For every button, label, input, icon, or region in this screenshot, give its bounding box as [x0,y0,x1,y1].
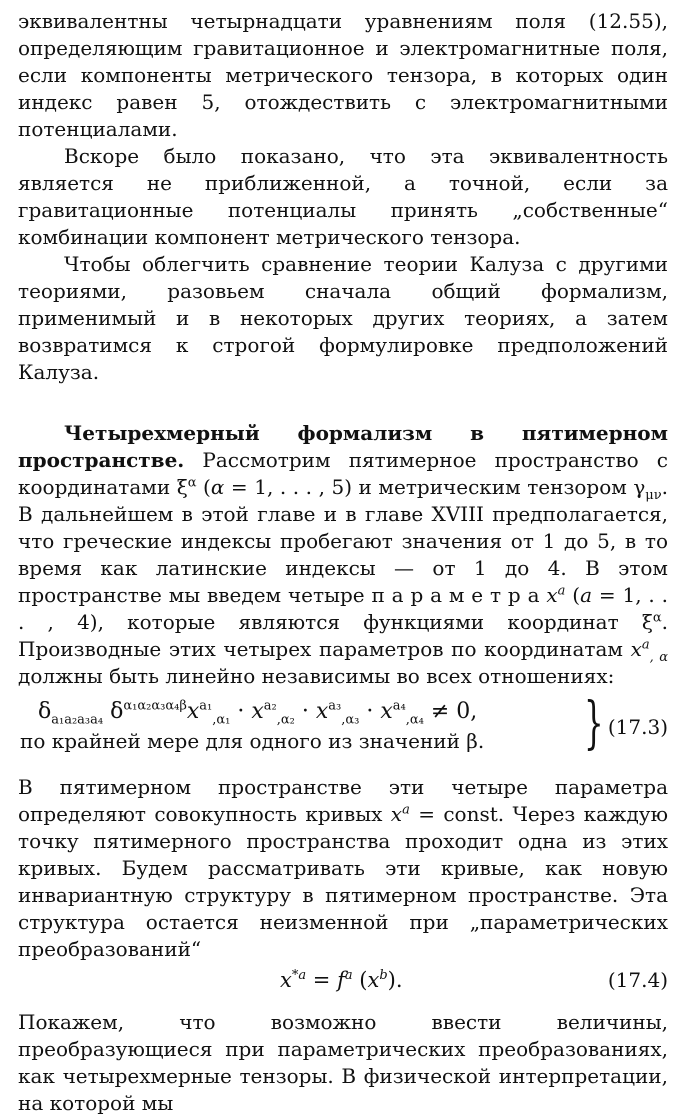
paragraph-4 [18,420,668,690]
section-gap [18,386,668,420]
math-x-a-alpha: $x^a_{, \alpha}$ [630,637,668,665]
p4-spaced-word: п а р а м е т р а [371,583,540,607]
math-gamma-munu: $\gamma_{\mu\nu}$ [633,475,662,503]
equation-17-3-number: (17.3) [607,715,668,739]
math-x-a-2: $x^a$ [390,802,410,826]
math-xi-alpha: $\xi^\alpha$ [176,475,197,499]
paragraph-1: эквивалентны четырнадцати уравнениям поля (12.55), определяющим гравитационное и электромагнитные поля, если компоненты метрического тензора, в которых один индекс равен 5, отождествить с электромагнитными потенциалами. [18,9,668,141]
equation-17-3-expression: $\delta_{a_1a_2a_3a_4}$ $\delta^{\alpha_1\alpha_2\alpha_3\alpha_4\beta}x^{a_1}_{,\alpha_1} \cdot x^{a_2}_{,\alpha_2} \cdot x^{a_3}_{,\alpha_3} \cdot x^{a_4}_{,\alpha_4} \ne 0$, [38,698,478,728]
p4-part-c: = 1, . . . , 5) и метрическим тензором [224,475,634,499]
paragraph-6: Покажем, что возможно ввести величины, преобразующиеся при параметрических преобразованиях, как четырехмерные тензоры. В физической интерпретации, на которой мы [18,1010,668,1115]
p4-part-g: . Производные этих четырех параметров по координатам [18,610,668,661]
p5-part-b: = const. Через каждую точку пятимерного пространства проходит одна из этих кривых. Будем рассматривать эти кривые, как новую инвариантную структуру в пятимерном пространстве. Эта структура остается неизменной при „параметрических преобразований“ [18,802,668,961]
p4-part-f: = 1, . . . , 4), которые являются функциями координат [18,583,669,634]
math-alpha: α [210,475,225,499]
equation-17-3-note: по крайней мере для одного из значений β. [20,729,485,753]
equation-17-4-number: (17.4) [607,968,668,992]
equation-17-3 [18,691,668,760]
math-x-a: $x^a$ [546,583,566,607]
p4-part-h: должны быть линейно независимы во всех отношениях: [18,664,615,688]
equation-17-4 [18,965,668,999]
section-heading: Четырехмерный формализм в пятимерном пространстве. [18,421,668,472]
p4-part-e: ( [565,583,581,607]
p4-part-a: Рассмотрим пятимерное пространство с координатами [18,448,668,499]
p5-part-a: В пятимерном пространстве эти четыре параметра определяют совокупность кривых [18,775,668,826]
right-brace: } [584,691,604,756]
math-a: a [580,583,593,607]
p4-part-d: . В дальнейшем в этой главе и в главе XVIII предполагается, что греческие индексы пробегают значения от 1 до 5, в то время как латинские индексы — от 1 до 4. В этом пространстве мы введем четыре [18,475,669,607]
math-xi-alpha-2: $\xi^\alpha$ [641,610,662,634]
paragraph-3: Чтобы облегчить сравнение теории Калуза с другими теориями, разовьем сначала общий формализм, применимый и в некоторых других теориях, а затем возвратимся к строгой формулировке предположений Калуза. [18,252,668,384]
paragraph-5 [18,774,668,963]
p4-part-b: ( [196,475,211,499]
paragraph-2: Вскоре было показано, что эта эквивалентность является не приближенной, а точной, если за гравитационные потенциалы принять „собственные“ комбинации компонент метрического тензора. [18,144,668,249]
equation-17-4-expression: $x^{*a} = f^a$ $(x^b)$. [280,968,403,992]
